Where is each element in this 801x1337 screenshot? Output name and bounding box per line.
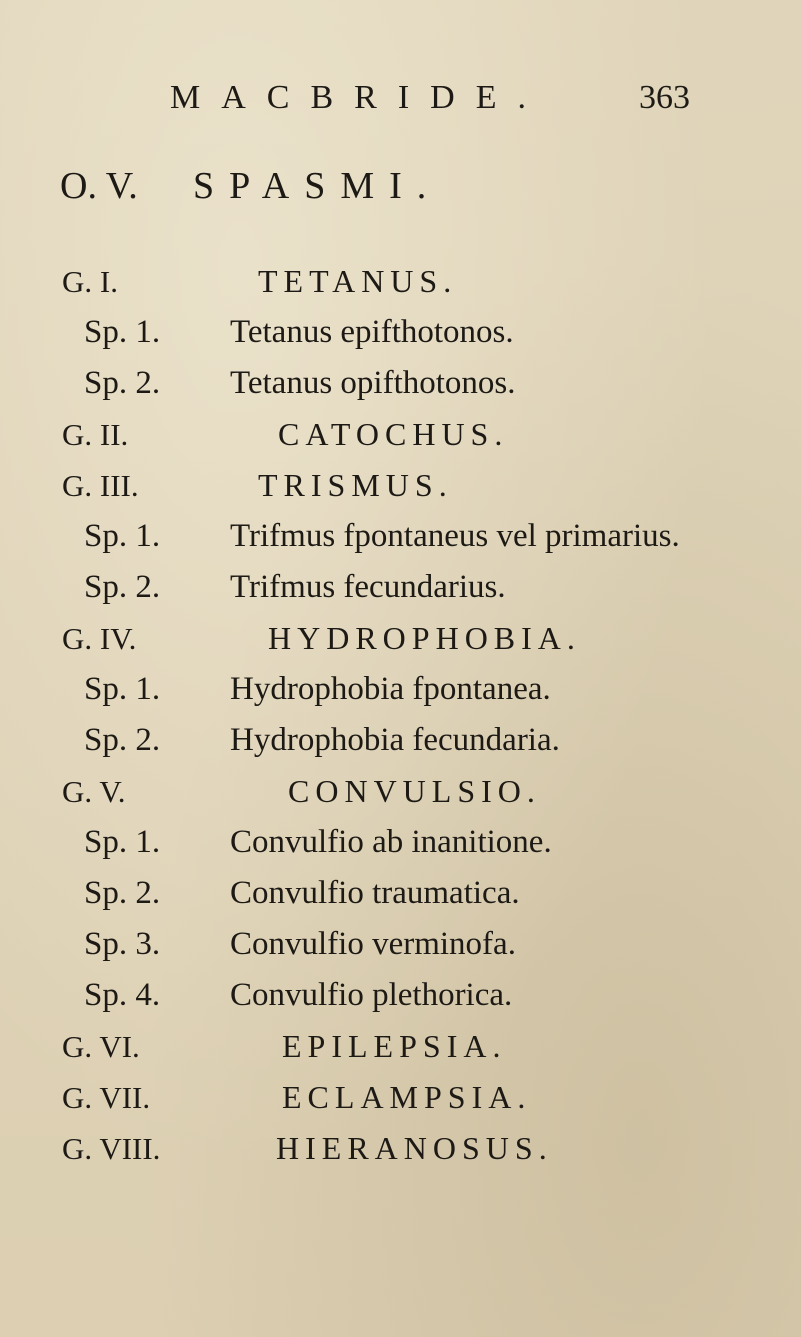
species-row — [62, 868, 782, 919]
species-number: Sp. 1. — [84, 824, 161, 860]
species-number: Sp. 2. — [84, 875, 161, 911]
genus-number: G. IV. — [62, 621, 137, 656]
genus-number: G. V. — [62, 774, 126, 809]
genus-number: G. VIII. — [62, 1131, 161, 1166]
species-name: Hydrophobia fpontanea. — [230, 671, 551, 707]
genus-number: G. II. — [62, 417, 129, 452]
species-number: Sp. 2. — [84, 365, 161, 401]
species-number: Sp. 4. — [84, 977, 161, 1013]
species-row — [62, 511, 782, 562]
species-name: Convulfio verminofa. — [230, 926, 516, 962]
species-row — [62, 358, 782, 409]
species-name: Hydrophobia fecundaria. — [230, 722, 560, 758]
genus-name: HIERANOSUS. — [276, 1130, 553, 1166]
genus-name: TETANUS. — [258, 263, 458, 299]
genus-name: CATOCHUS. — [278, 416, 509, 452]
species-row — [62, 715, 782, 766]
genus-row — [62, 256, 782, 307]
genus-name: ECLAMPSIA. — [282, 1079, 532, 1115]
species-name: Trifmus fpontaneus vel primarius. — [230, 518, 680, 554]
genus-name: TRISMUS. — [258, 467, 453, 503]
species-name: Convulfio plethorica. — [230, 977, 513, 1013]
genus-number: G. VII. — [62, 1080, 151, 1115]
genus-number: G. VI. — [62, 1029, 140, 1064]
genus-name: EPILEPSIA. — [282, 1028, 507, 1064]
genus-row — [62, 1123, 782, 1174]
genus-number: G. III. — [62, 468, 139, 503]
species-name: Convulfio traumatica. — [230, 875, 520, 911]
species-number: Sp. 2. — [84, 569, 161, 605]
species-number: Sp. 2. — [84, 722, 161, 758]
species-number: Sp. 1. — [84, 314, 161, 350]
species-name: Tetanus opifthotonos. — [230, 365, 516, 401]
genus-row — [62, 1072, 782, 1123]
order-heading — [60, 160, 441, 212]
genus-name: HYDROPHOBIA. — [268, 620, 581, 656]
species-row — [62, 664, 782, 715]
genus-number: G. I. — [62, 264, 118, 299]
species-row — [62, 307, 782, 358]
species-row — [62, 562, 782, 613]
genus-name: CONVULSIO. — [288, 773, 541, 809]
genus-row — [62, 766, 782, 817]
species-row — [62, 817, 782, 868]
species-name: Trifmus fecundarius. — [230, 569, 506, 605]
order-number: O. V. — [60, 165, 138, 207]
genus-row — [62, 460, 782, 511]
genus-row — [62, 409, 782, 460]
species-row — [62, 919, 782, 970]
running-head — [170, 72, 690, 124]
genus-row — [62, 1021, 782, 1072]
running-head-author: MACBRIDE. — [170, 79, 547, 116]
species-number: Sp. 3. — [84, 926, 161, 962]
species-name: Tetanus epifthotonos. — [230, 314, 514, 350]
genus-row — [62, 613, 782, 664]
species-row — [62, 970, 782, 1021]
page-number: 363 — [639, 79, 690, 116]
species-number: Sp. 1. — [84, 518, 161, 554]
order-name: SPASMI. — [193, 165, 442, 207]
species-name: Convulfio ab inanitione. — [230, 824, 552, 860]
species-number: Sp. 1. — [84, 671, 161, 707]
classification-list — [62, 256, 782, 1174]
